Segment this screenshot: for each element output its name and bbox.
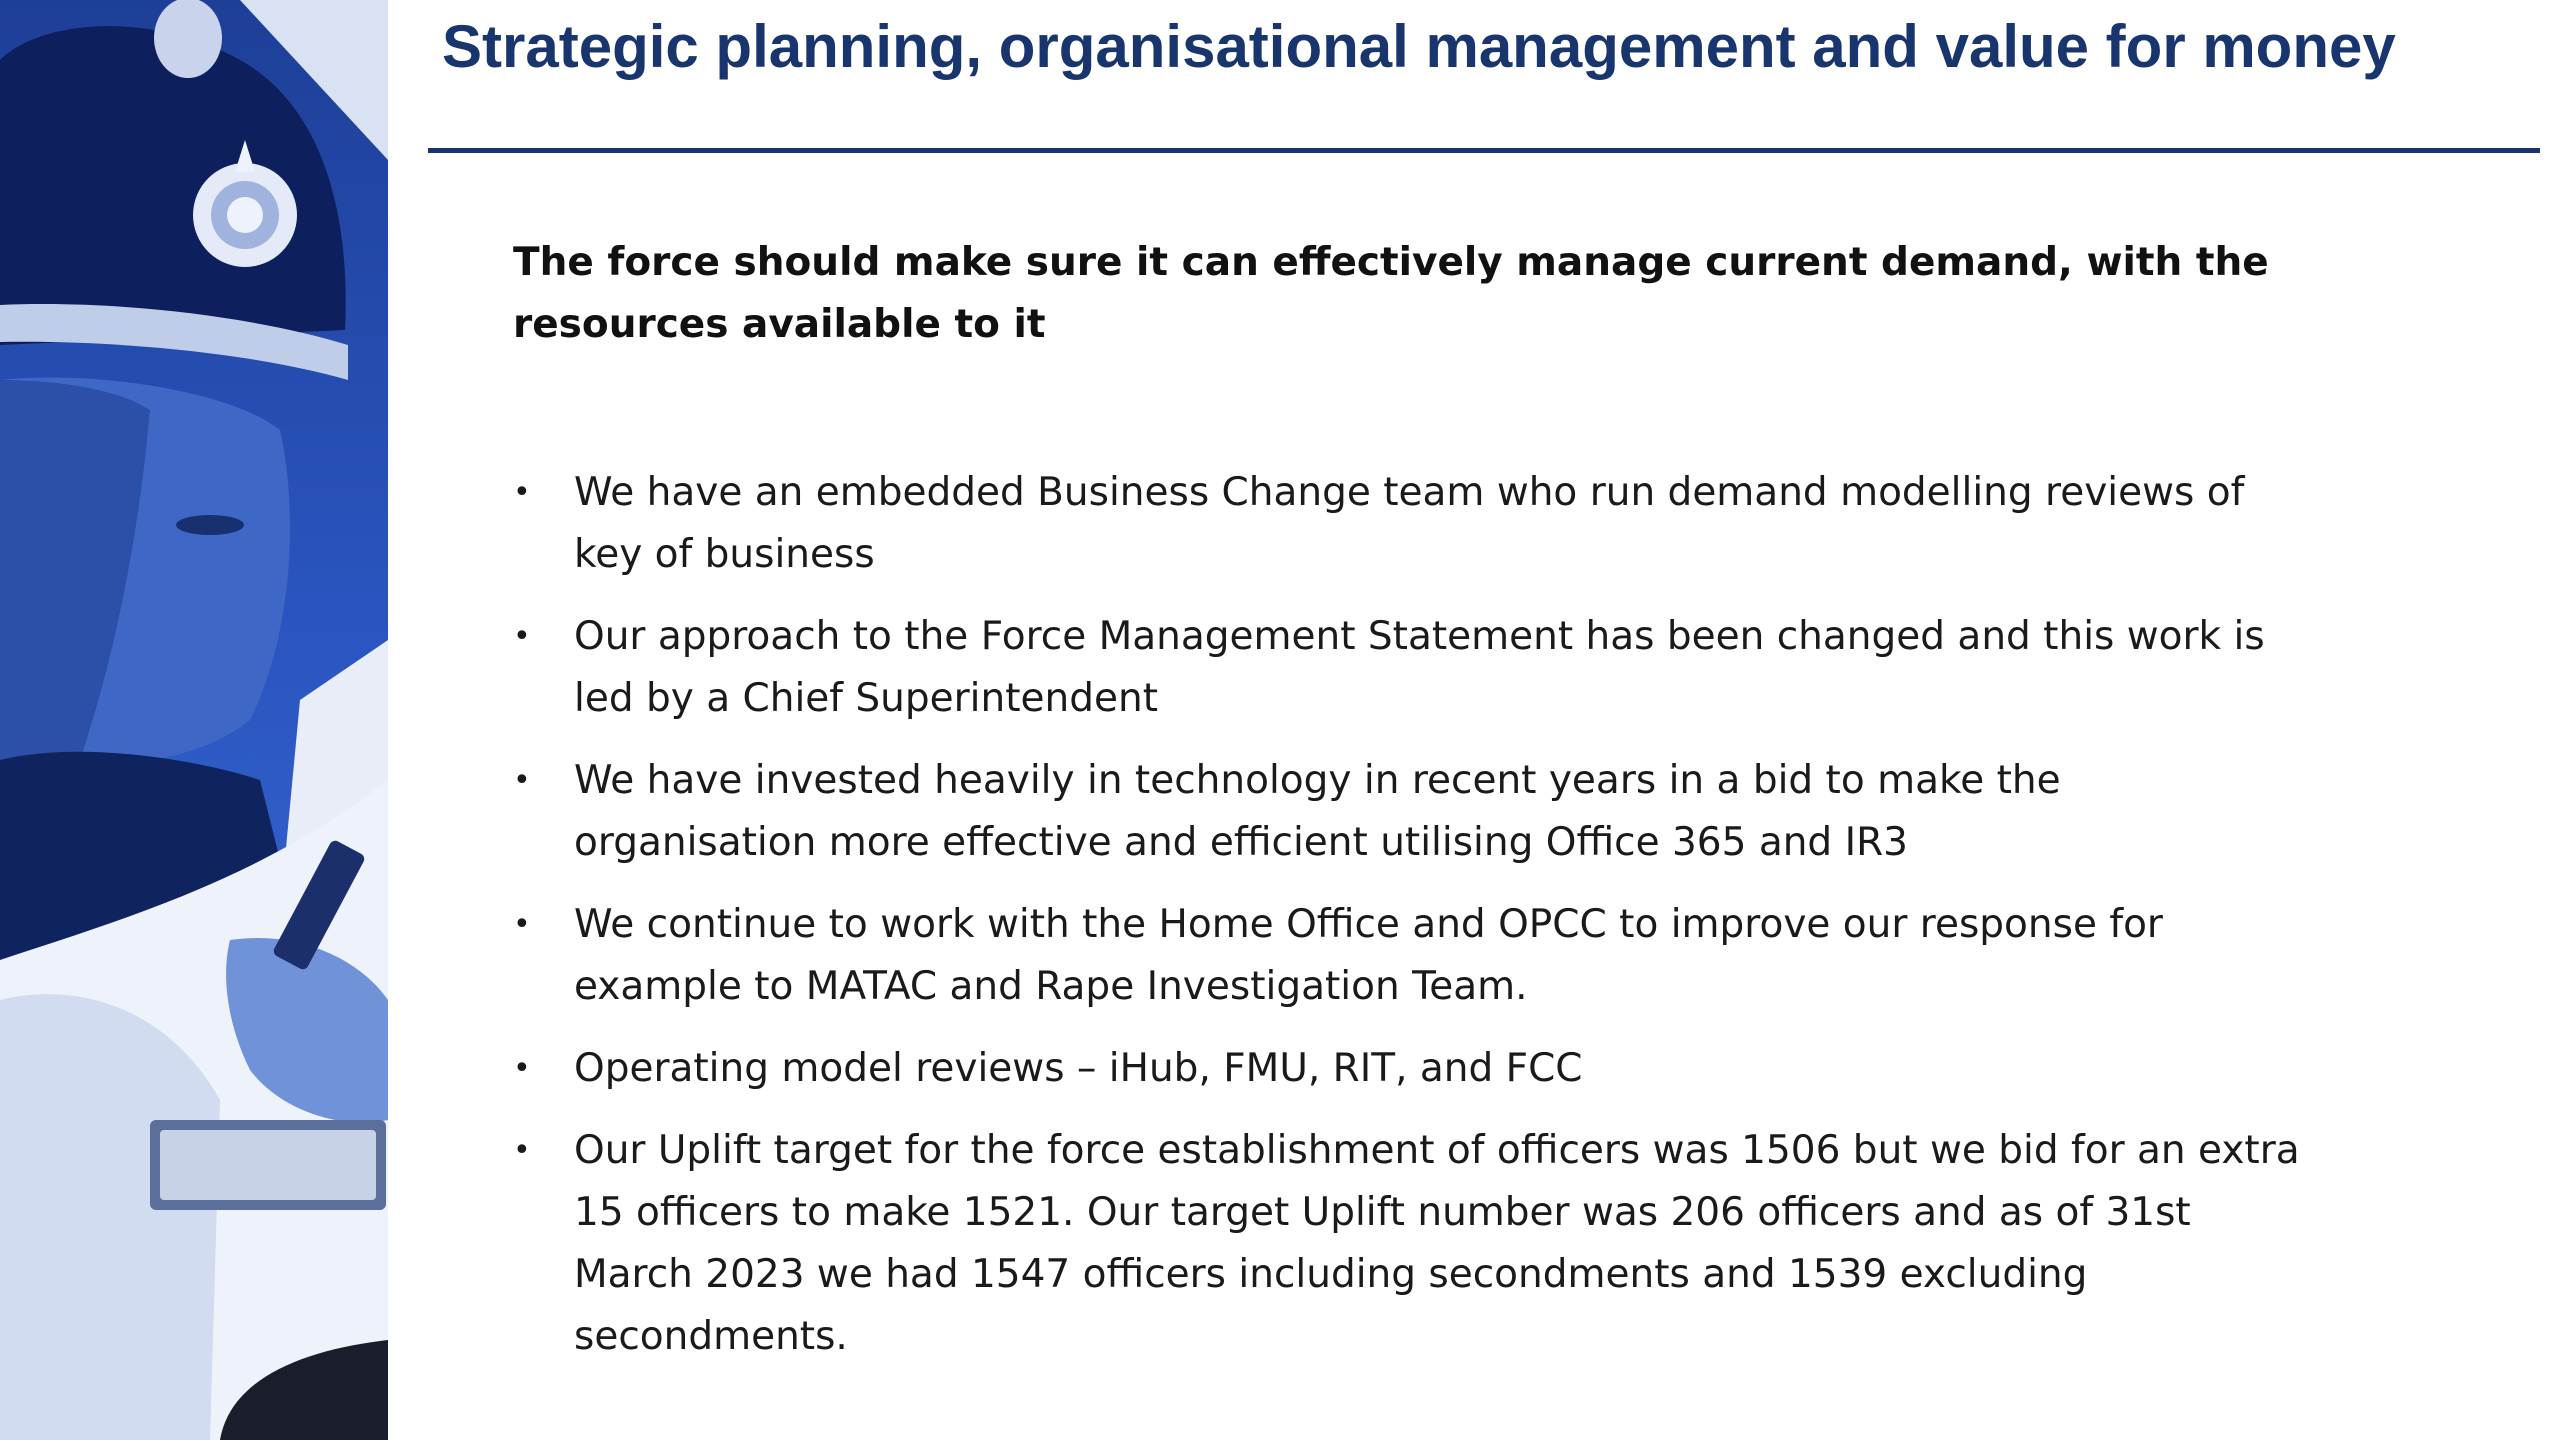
bullet-text: We have an embedded Business Change team who run demand modelling reviews of key of business: [574, 470, 2245, 577]
title-divider: [428, 148, 2540, 153]
slide-title: Strategic planning, organisational management and value for money: [442, 13, 2396, 80]
bullet-item: [513, 462, 2313, 586]
bullet-text: We have invested heavily in technology in recent years in a bid to make the organisation more effective and efficient utilising Office 365 and IR3: [574, 758, 2061, 865]
bullet-item: [513, 1038, 2313, 1100]
police-officer-photo: [0, 0, 388, 1440]
bullet-text: Our Uplift target for the force establishment of officers was 1506 but we bid for an extra 15 officers to make 1521. Our target Uplift number was 206 officers and as of 31st March 2023 we had 1547 officers including secondments and 1539 excluding secondments.: [574, 1128, 2300, 1359]
police-officer-illustration: [0, 0, 388, 1440]
slide-subtitle: The force should make sure it can effectively manage current demand, with the resources available to it: [513, 240, 2269, 347]
bullet-dot-icon: •: [513, 1133, 531, 1168]
bullet-dot-icon: •: [513, 475, 531, 510]
bullet-item: [513, 1120, 2313, 1368]
bullet-dot-icon: •: [513, 763, 531, 798]
bullet-text: Our approach to the Force Management Statement has been changed and this work is led by a Chief Superintendent: [574, 614, 2265, 721]
slide-content: [388, 0, 2560, 1440]
bullet-dot-icon: •: [513, 619, 531, 654]
bullet-text: Operating model reviews – iHub, FMU, RIT, and FCC: [574, 1046, 1583, 1091]
bullet-dot-icon: •: [513, 907, 531, 942]
bullet-item: [513, 894, 2313, 1018]
bullet-list: [513, 462, 2313, 1388]
bullet-item: [513, 750, 2313, 874]
bullet-dot-icon: •: [513, 1051, 531, 1086]
bullet-item: [513, 606, 2313, 730]
bullet-text: We continue to work with the Home Office and OPCC to improve our response for example to MATAC and Rape Investigation Team.: [574, 902, 2163, 1009]
